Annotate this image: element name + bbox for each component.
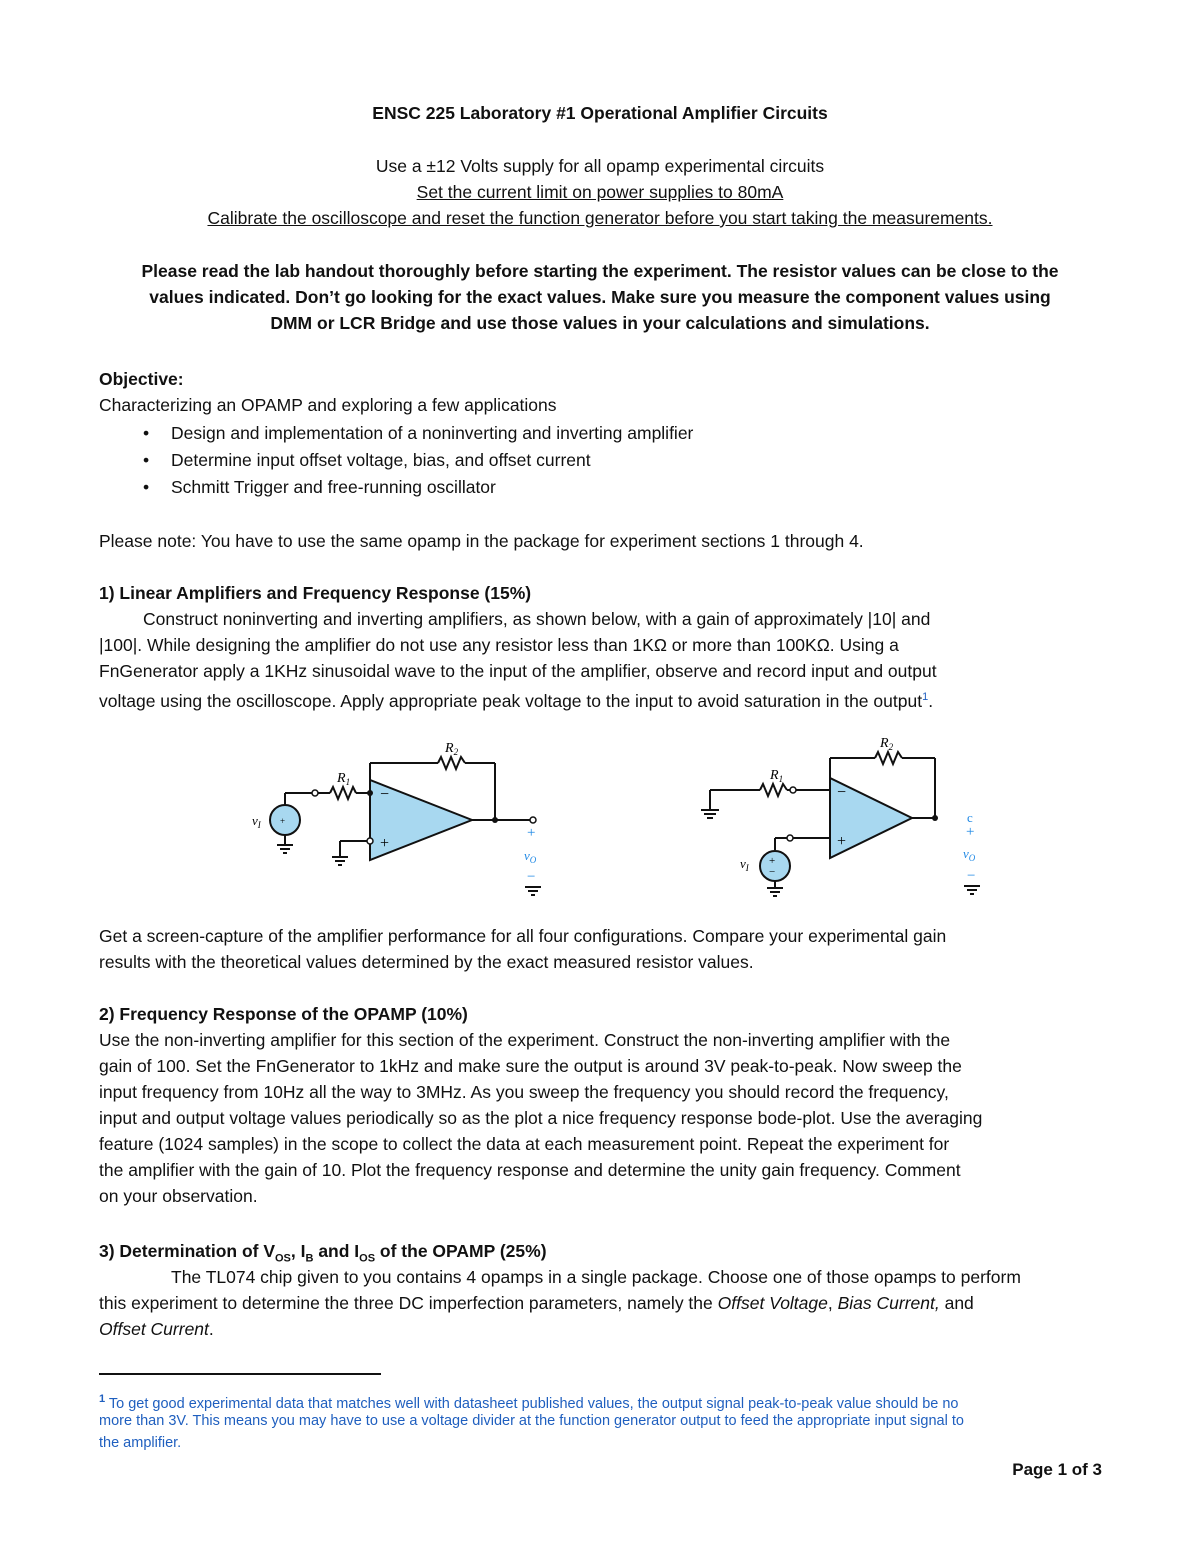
r1-label: $R_1$: [337, 771, 351, 787]
svg-text:+: +: [837, 833, 847, 850]
section-2-line: input and output voltage values periodically so as the plot a nice frequency response bode-plot. Use the averaging: [99, 1108, 983, 1128]
section-1-after: results with the theoretical values determined by the exact measured resistor values.: [99, 952, 754, 972]
notice-line-3: DMM or LCR Bridge and use those values in your calculations and simulations.: [270, 313, 930, 333]
output-plus-label: +: [966, 824, 975, 840]
section-2-line: gain of 100. Set the FnGenerator to 1kHz and make sure the output is around 3V peak-to-peak. Now sweep the: [99, 1056, 962, 1076]
section-2-line: input frequency from 10Hz all the way to 3MHz. As you sweep the frequency you should record the frequency,: [99, 1082, 949, 1102]
svg-text:−: −: [380, 786, 390, 803]
page-number: Page 1 of 3: [1012, 1460, 1102, 1479]
footnote-line: the amplifier.: [99, 1435, 182, 1451]
vi-inv-label: $v_I$: [740, 856, 749, 873]
r2-inv-label: $R_2$: [880, 736, 894, 752]
page-title: ENSC 225 Laboratory #1 Operational Amplifier Circuits: [372, 103, 828, 123]
svg-text:+: +: [769, 855, 776, 867]
output-plus-label: +: [527, 825, 536, 841]
noninverting-amplifier-diagram: [240, 735, 560, 905]
footnote: $^1$ To get good experimental data that matches well with datasheet published values, the output signal peak-to-peak value should be no: [99, 1393, 959, 1412]
r-inv-label: $R_1$: [770, 768, 784, 784]
footnote-ref[interactable]: 1: [922, 691, 929, 703]
section-3-heading: 3) Determination of $V_{OS}$, $I_B$ and $I_{OS}$ of the OPAMP (25%): [99, 1241, 547, 1265]
objective-bullet: • Determine input offset voltage, bias, and offset current: [143, 450, 591, 470]
section-2-line: on your observation.: [99, 1186, 258, 1206]
output-top-label: c: [967, 810, 973, 825]
section-3-paragraph: Offset Current.: [99, 1319, 214, 1339]
footnote-divider: [99, 1373, 381, 1375]
vo-inv-label: $v_O$: [963, 846, 976, 863]
svg-text:+: +: [280, 816, 286, 826]
note-text: Please note: You have to use the same opamp in the package for experiment sections 1 through 4.: [99, 531, 864, 551]
inverting-amplifier-diagram: [690, 730, 1010, 905]
section-1-paragraph: FnGenerator apply a 1KHz sinusoidal wave to the input of the amplifier, observe and record input and output: [99, 661, 937, 681]
section-2-line: the amplifier with the gain of 10. Plot the frequency response and determine the unity gain frequency. Comment: [99, 1160, 961, 1180]
output-minus-label: −: [527, 869, 536, 885]
objective-text: Characterizing an OPAMP and exploring a few applications: [99, 395, 557, 415]
section-2-line: feature (1024 samples) in the scope to collect the data at each measurement point. Repeat the experiment for: [99, 1134, 950, 1154]
r2-label: $R_2$: [445, 741, 459, 757]
current-limit-instruction: Set the current limit on power supplies to 80mA: [416, 182, 784, 202]
svg-text:−: −: [769, 866, 776, 878]
footnote-line: more than 3V. This means you may have to use a voltage divider at the function generator output to feed the appropriate input signal to: [99, 1413, 964, 1429]
objective-bullet: • Design and implementation of a noninverting and inverting amplifier: [143, 423, 694, 443]
notice-line-2: values indicated. Don’t go looking for the exact values. Make sure you measure the component values using: [149, 287, 1051, 307]
section-2-heading: 2) Frequency Response of the OPAMP (10%): [99, 1004, 468, 1024]
objective-bullet: • Schmitt Trigger and free-running oscillator: [143, 477, 496, 497]
svg-text:+: +: [380, 835, 390, 852]
supply-instruction: Use a ±12 Volts supply for all opamp experimental circuits: [375, 156, 825, 176]
section-3-paragraph: The TL074 chip given to you contains 4 opamps in a single package. Choose one of those opamps to perform: [171, 1267, 1021, 1287]
output-minus-label: −: [967, 868, 976, 884]
section-3-paragraph: this experiment to determine the three DC imperfection parameters, namely the Offset Voltage, Bias Current, and: [99, 1293, 974, 1313]
section-2-line: Use the non-inverting amplifier for this section of the experiment. Construct the non-inverting amplifier with the: [99, 1030, 951, 1050]
vi-label: $v_I$: [252, 813, 261, 830]
section-1-heading: 1) Linear Amplifiers and Frequency Response (15%): [99, 583, 532, 603]
section-1-paragraph: Construct noninverting and inverting amplifiers, as shown below, with a gain of approximately |10| and: [143, 609, 931, 629]
section-1-paragraph: |100|. While designing the amplifier do not use any resistor less than 1KΩ or more than 100KΩ. Using a: [99, 635, 899, 655]
section-1-after: Get a screen-capture of the amplifier performance for all four configurations. Compare your experimental gain: [99, 926, 947, 946]
notice-line-1: Please read the lab handout thoroughly before starting the experiment. The resistor values can be close to the: [141, 261, 1059, 281]
vo-label: $v_O$: [524, 848, 537, 865]
calibrate-instruction: Calibrate the oscilloscope and reset the function generator before you start taking the measurements.: [207, 208, 993, 228]
objective-heading: Objective:: [99, 369, 184, 389]
section-1-paragraph: voltage using the oscilloscope. Apply appropriate peak voltage to the input to avoid saturation in the output$^1$.: [99, 690, 934, 711]
svg-text:−: −: [837, 784, 847, 801]
